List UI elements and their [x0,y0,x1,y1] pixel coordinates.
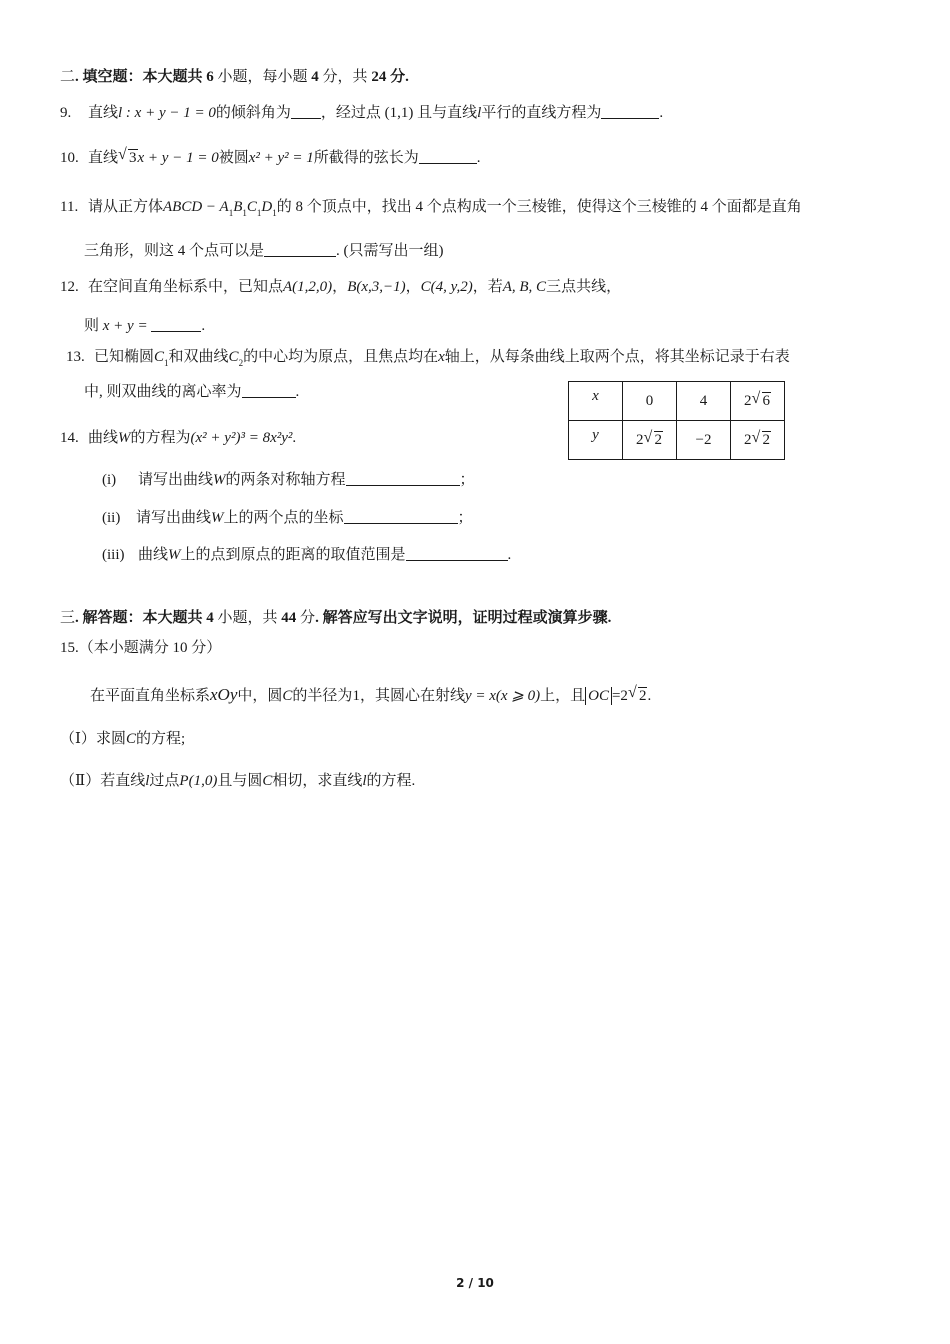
sum-expression: x + y = [102,318,148,334]
question-text: 求圆 [95,731,126,747]
punctuation: . [659,105,664,121]
heading-text: 分 [296,610,316,626]
variable: l [145,773,150,789]
question-text: 轴上，从每条曲线上取两个点，将其坐标记录于右表 [444,349,790,365]
punctuation: . [295,384,300,400]
question-text: . (只需写出一组) [336,243,444,259]
coordinate-table [568,381,785,460]
curve-label: C [228,349,239,365]
heading-text: 小题，每小题 [213,69,312,85]
point-b: B(x,3,−1) [347,279,406,295]
question-13 [66,347,790,373]
question-count: 4 [206,610,214,626]
question-15-part-2 [60,771,415,791]
radicand: 6 [762,392,770,409]
question-15-part-1 [60,729,185,749]
heading-text: 分，共 [318,69,372,85]
question-14-part-iii [102,545,511,565]
sqrt-expression: √ 3 [118,146,137,166]
question-text: ，其圆心在射线 [359,688,465,704]
question-number: 10. [60,150,79,166]
radius-value: 1 [352,688,360,704]
table-cell [623,421,677,460]
question-text: 的半径为 [292,688,353,704]
punctuation: . [201,318,206,334]
question-text: 被圆 [218,150,249,166]
radicand: 3 [129,150,137,166]
line-equation: l : x + y − 1 = 0 [118,105,216,121]
point-p: P(1,0) [179,773,218,789]
section-number: 二 [60,69,76,85]
question-text: 请写出曲线 [138,472,214,488]
table-cell: 0 [623,382,677,421]
question-text: 上的两个点的坐标 [223,510,344,526]
question-number: 14. [60,430,79,446]
question-text: 的方程. [366,773,416,789]
answer-blank[interactable] [346,471,460,486]
sqrt-expression: √ 2 [751,428,770,448]
points-list: A, B, C [502,279,547,295]
subscript: 1 [242,208,247,218]
heading-text: . 解答题：本大题共 [75,610,207,626]
question-12-line2 [84,316,205,336]
question-11 [60,197,802,223]
answer-blank[interactable] [419,149,477,164]
question-text: 三角形，则这 4 个点可以是 [84,243,265,259]
coefficient: 2 [744,392,752,409]
question-15 [60,638,221,658]
question-number: 13. [66,349,85,365]
page-separator: / [464,1276,478,1290]
question-text: ，经过点 (1,1) 且与直线 [320,105,478,121]
question-10 [60,148,481,168]
question-text: ，若 [472,279,503,295]
question-number: 12. [60,279,79,295]
cube-label: C [246,199,257,215]
question-text: 上，且 [540,688,586,704]
sqrt-expression: √ 2 [643,428,662,448]
curve-label: W [213,472,226,488]
part-label: （Ⅰ） [60,731,96,747]
separator: ， [405,279,421,295]
answer-blank[interactable] [291,104,321,119]
question-text: 在空间直角坐标系中，已知点 [88,279,284,295]
coordinate-system: xOy [210,685,238,704]
punctuation: . [507,547,512,563]
radicand: 2 [638,688,647,704]
circle-label: C [262,773,273,789]
answer-blank[interactable] [151,317,201,332]
punctuation: ； [459,472,475,488]
subscript: 1 [256,208,262,218]
question-14 [60,428,296,448]
question-text: 在平面直角坐标系 [90,688,211,704]
question-text: 的方程; [135,731,186,747]
answer-blank[interactable] [264,242,336,257]
part-label: (i) [102,472,117,488]
question-14-part-i [102,470,475,490]
question-12 [60,277,621,297]
separator: ， [332,279,348,295]
question-text: 上的点到原点的距离的取值范围是 [180,547,406,563]
ray-equation: y = x(x ⩾ 0) [464,688,541,704]
question-text: 的中心均为原点，且焦点均在 [243,349,439,365]
table-header-y: y [569,421,623,460]
part-label: （Ⅱ） [60,773,101,789]
question-text: 的方程为 [130,430,191,446]
heading-text: . 解答应写出文字说明，证明过程或演算步骤. [315,610,612,626]
question-text: 的倾斜角为 [215,105,291,121]
points-note: （本小题满分 10 分） [78,640,222,656]
subscript: 2 [238,358,244,368]
answer-blank[interactable] [601,104,659,119]
circle-equation: x² + y² = 1 [248,150,314,166]
table-header-x: x [569,382,623,421]
segment-label: OC [588,688,609,704]
table-cell [731,382,785,421]
question-text: 的两条对称轴方程 [225,472,346,488]
punctuation: . [292,430,297,446]
question-count: 6 [206,69,214,85]
table-cell [731,421,785,460]
cube-label: ABCD − A [163,199,229,215]
curve-label: W [168,547,181,563]
question-number: 15. [60,640,79,656]
question-text: 且与圆 [217,773,263,789]
question-text: 和双曲线 [168,349,229,365]
radicand: 2 [654,431,662,448]
question-text: 直线 [88,150,119,166]
variable: l [477,105,482,121]
subscript: 1 [228,208,234,218]
radicand: 2 [762,431,770,448]
question-text: 曲线 [138,547,169,563]
curve-equation: (x² + y²)³ = 8x²y² [190,430,293,446]
part-label: (ii) [102,510,121,526]
section3-heading [60,608,611,628]
part-label: (iii) [102,547,125,563]
table-cell: −2 [677,421,731,460]
question-text: 中，圆 [237,688,283,704]
heading-text: 小题，共 [213,610,282,626]
equals-value: =2 [611,688,628,704]
page-current: 2 [456,1276,465,1290]
point-c: C(4, y,2) [420,279,473,295]
points-total: 44 [281,610,297,626]
question-text: 中, 则双曲线的离心率为 [84,384,242,400]
variable: l [362,773,367,789]
coefficient: 2 [744,431,752,448]
question-text: 若直线 [100,773,146,789]
point-a: A(1,2,0) [283,279,333,295]
question-text: 三点共线， [546,279,622,295]
section2-heading [60,67,409,87]
question-text: 的 8 个顶点中，找出 4 个点构成一个三棱锥，使得这个三棱锥的 4 个面都是直角 [276,199,802,215]
points-total: 24 [371,69,387,85]
punctuation: . [647,688,652,704]
question-11-line2 [84,241,444,261]
points-each: 4 [311,69,319,85]
circle-label: C [282,688,293,704]
page-footer [0,1276,950,1290]
question-15-stem [90,685,651,706]
question-text: 直线 [88,105,119,121]
punctuation: . [476,150,481,166]
question-9 [60,103,663,123]
section-number: 三 [60,610,76,626]
variable: x [438,349,445,365]
table-cell: 4 [677,382,731,421]
curve-label: C [154,349,165,365]
heading-text: . 填空题：本大题共 [75,69,207,85]
cube-label: B [233,199,243,215]
sqrt-expression: √ 2 [627,684,647,704]
line-equation: x + y − 1 = 0 [137,150,219,166]
punctuation: ； [457,510,473,526]
answer-blank[interactable] [344,509,458,524]
question-number: 9. [60,105,72,121]
cube-label: D [261,199,273,215]
sqrt-expression: √ 6 [751,389,770,409]
question-text: 过点 [149,773,180,789]
answer-blank[interactable] [242,383,296,398]
subscript: 1 [272,208,277,218]
curve-label: W [118,430,131,446]
table-row [569,421,785,460]
question-text: 则 [84,318,100,334]
question-number: 11. [60,199,79,215]
table-row [569,382,785,421]
abs-value [585,687,612,705]
circle-label: C [125,731,136,747]
answer-blank[interactable] [406,546,508,561]
question-text: 平行的直线方程为 [481,105,602,121]
question-14-part-ii [102,508,473,528]
curve-label: W [211,510,224,526]
question-13-line2 [84,382,299,402]
page-total: 10 [477,1276,494,1290]
heading-text: 分. [386,69,409,85]
question-text: 所截得的弦长为 [313,150,419,166]
question-text: 请写出曲线 [136,510,212,526]
question-text: 已知椭圆 [94,349,155,365]
question-text: 相切，求直线 [272,773,363,789]
subscript: 1 [164,358,169,368]
question-text: 曲线 [88,430,119,446]
question-text: 请从正方体 [88,199,164,215]
coefficient: 2 [636,431,644,448]
